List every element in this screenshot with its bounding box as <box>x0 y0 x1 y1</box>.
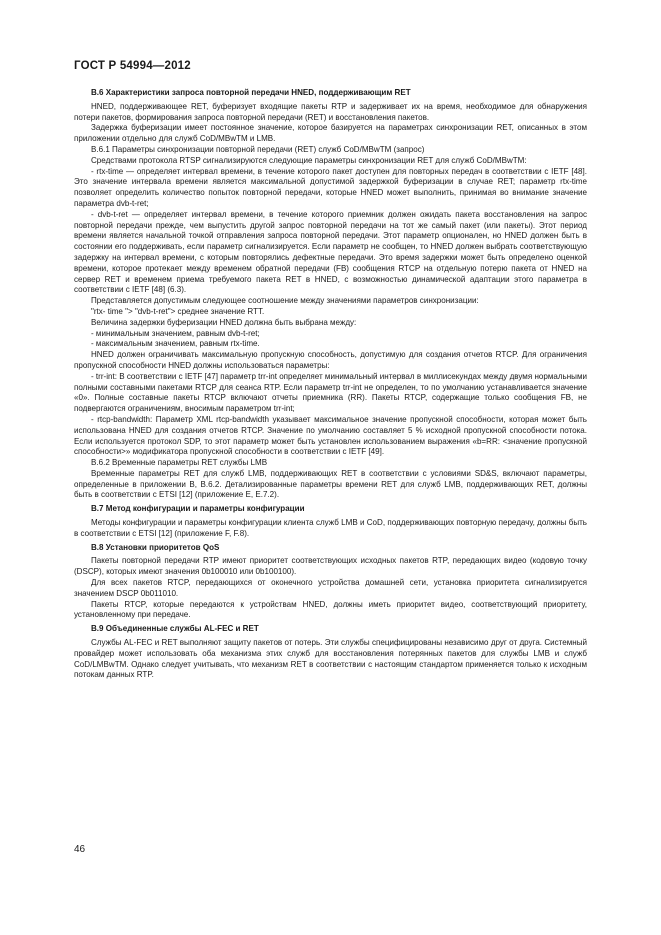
section-heading: В.8 Установки приоритетов QoS <box>91 542 220 552</box>
paragraph: HNED, поддерживающее RET, буферизует входящие пакеты RTP и задерживает их на время, необходимое для обнаружения потери пакетов, формирования запроса повторной передачи (RET) и восстановления пакетов. <box>74 101 587 122</box>
paragraph: Величина задержки буферизации HNED должна быть выбрана между: <box>91 317 357 327</box>
list-item: - максимальным значением, равным rtx-time. <box>91 339 260 349</box>
section-heading: В.7 Метод конфигурации и параметры конфигурации <box>91 504 305 514</box>
section-heading: В.9 Объединенные службы AL-FEC и RET <box>91 624 259 634</box>
page-number: 46 <box>74 844 86 855</box>
section-heading: В.6 Характеристики запроса повторной передачи HNED, поддерживающим RET <box>91 88 411 97</box>
formula-line: "rtx- time "> "dvb-t-ret"> среднее значение RTT. <box>91 306 265 316</box>
paragraph: HNED должен ограничивать максимальную пропускную способность, допустимую для создания отчетов RTCP. Для ограничения пропускной способности HNED должны использоваться параметры: <box>74 350 587 370</box>
subsection-title: В.6.1 Параметры синхронизации повторной передачи (RET) служб CoD/MBwTM (запрос) <box>91 144 425 154</box>
paragraph: Для всех пакетов RTCP, передающихся от оконечного устройства домашней сети, установка приоритета сигнализируется значением DSCP 0b011010. <box>74 578 587 598</box>
paragraph: Методы конфигурации и параметры конфигурации клиента служб LMB и CoD, поддерживающих повторную передачу, должны быть в соответствии с ETSI [12] (приложение F, F.8). <box>74 518 587 538</box>
paragraph: Задержка буферизации имеет постоянное значение, которое базируется на параметрах синхронизации RET, описанных в этом приложении отдельно для служб CoD/MBwTM и LMB. <box>74 123 587 144</box>
document-body <box>74 88 587 681</box>
list-item: - rtcp-bandwidth: Параметр XML rtcp-bandwidth указывает максимальное значение пропускной способности, которая может быть использована HNED для создания отчетов RTCP. Значение по умолчанию составляет 5 % исходной пропускной способности потока. Если используется протокол SDP, то этот параметр может быть установлен использованием выражения «b=RR: <значение пропускной способности>» модификатора пропускной способности в соответствии с IETF [49]. <box>74 414 587 457</box>
paragraph: Пакеты RTCP, которые передаются к устройствам HNED, должны иметь приоритет видео, соответствующий приоритету, установленному при передаче. <box>74 599 587 620</box>
list-item: - rtx-time — определяет интервал времени, в течение которого пакет доступен для повторных передач в соответствии с IETF [48]. Это значение интервала времени является максимальной допустимой задержкой буферизации в случае RET; параметр rtx-time позволяет определить количество попыток повторной передачи, которые HNED может выполнить, принимая во внимание значение параметра dvb-t-ret; <box>74 166 587 208</box>
list-item: - dvb-t-ret — определяет интервал времени, в течение которого приемник должен ожидать пакета восстановления на запрос повторной передачи прежде, чем выпустить другой запрос повторной передачи на тот же самый пакет (или пакеты). Этот период времени является начальной точкой отправления запроса повторной передачи. Этот параметр опционален, но HNED должен быть в состоянии его поддерживать, если параметр сигнализируется. Если параметр не сообщен, то HNED должен выбрать соответствующую задержку на интервал времени, с которым повторялись дефектные передачи. Это время задержки может быть определено оценкой времени, которое протекает между временем обратной передачи (FB) сообщения RTCP на отдельную потерю пакета от HNED на сервер RET и временем приема требуемого пакета RET в HNED, с возможностью динамической адаптации этого параметра в соответствии с IETF [48] (6.3). <box>74 209 587 295</box>
paragraph: Представляется допустимым следующее соотношение между значениями параметров синхронизации: <box>91 296 479 306</box>
paragraph: Пакеты повторной передачи RTP имеют приоритет соответствующих исходных пакетов RTP, передающих видео (кодовую точку (DSCP), которых имеют значения 0b100010 или 0b100100). <box>74 556 587 577</box>
subsection-title: В.6.2 Временные параметры RET службы LMB <box>91 458 268 468</box>
paragraph: Службы AL-FEC и RET выполняют защиту пакетов от потерь. Эти службы специфицированы независимо друг от друга. Системный провайдер может использовать оба механизма этих служб для восстановления потерянных пакетов для службы LMB и служб CoD/LMBwTM. Однако следует учитывать, что механизм RET в соответствии с настоящим стандартом применяется только к исходным потокам данных RTP. <box>74 638 587 680</box>
document-header: ГОСТ Р 54994—2012 <box>74 60 191 72</box>
paragraph: Временные параметры RET для служб LMB, поддерживающих RET в соответствии с условиями SD&S, включают параметры, определенные в приложении В, В.6.2. Детализированные параметры времени RET для служб LMB, поддерживающих RET, должны быть в соответствии с ETSI [12] (приложение Е, Е.7.2). <box>74 468 587 500</box>
list-item: - trr-int: В соответствии с IETF [47] параметр trr-int определяет минимальный интервал в миллисекундах между двумя нормальными полными составными пакетами RTCP для сеанса RTP. Если параметр trr-int не определен, то по умолчанию устанавливается значение «0». Полные составные пакеты RTCP включают отчеты приемника (RR). Пакеты RTCP, содержащие только сообщения FB, не подвергаются ограничениям, вносимым параметром trr-int; <box>74 371 587 414</box>
list-item: - минимальным значением, равным dvb-t-ret; <box>91 328 260 338</box>
paragraph: Средствами протокола RTSP сигнализируются следующие параметры синхронизации RET для служб CoD/MBwTM: <box>91 155 527 165</box>
